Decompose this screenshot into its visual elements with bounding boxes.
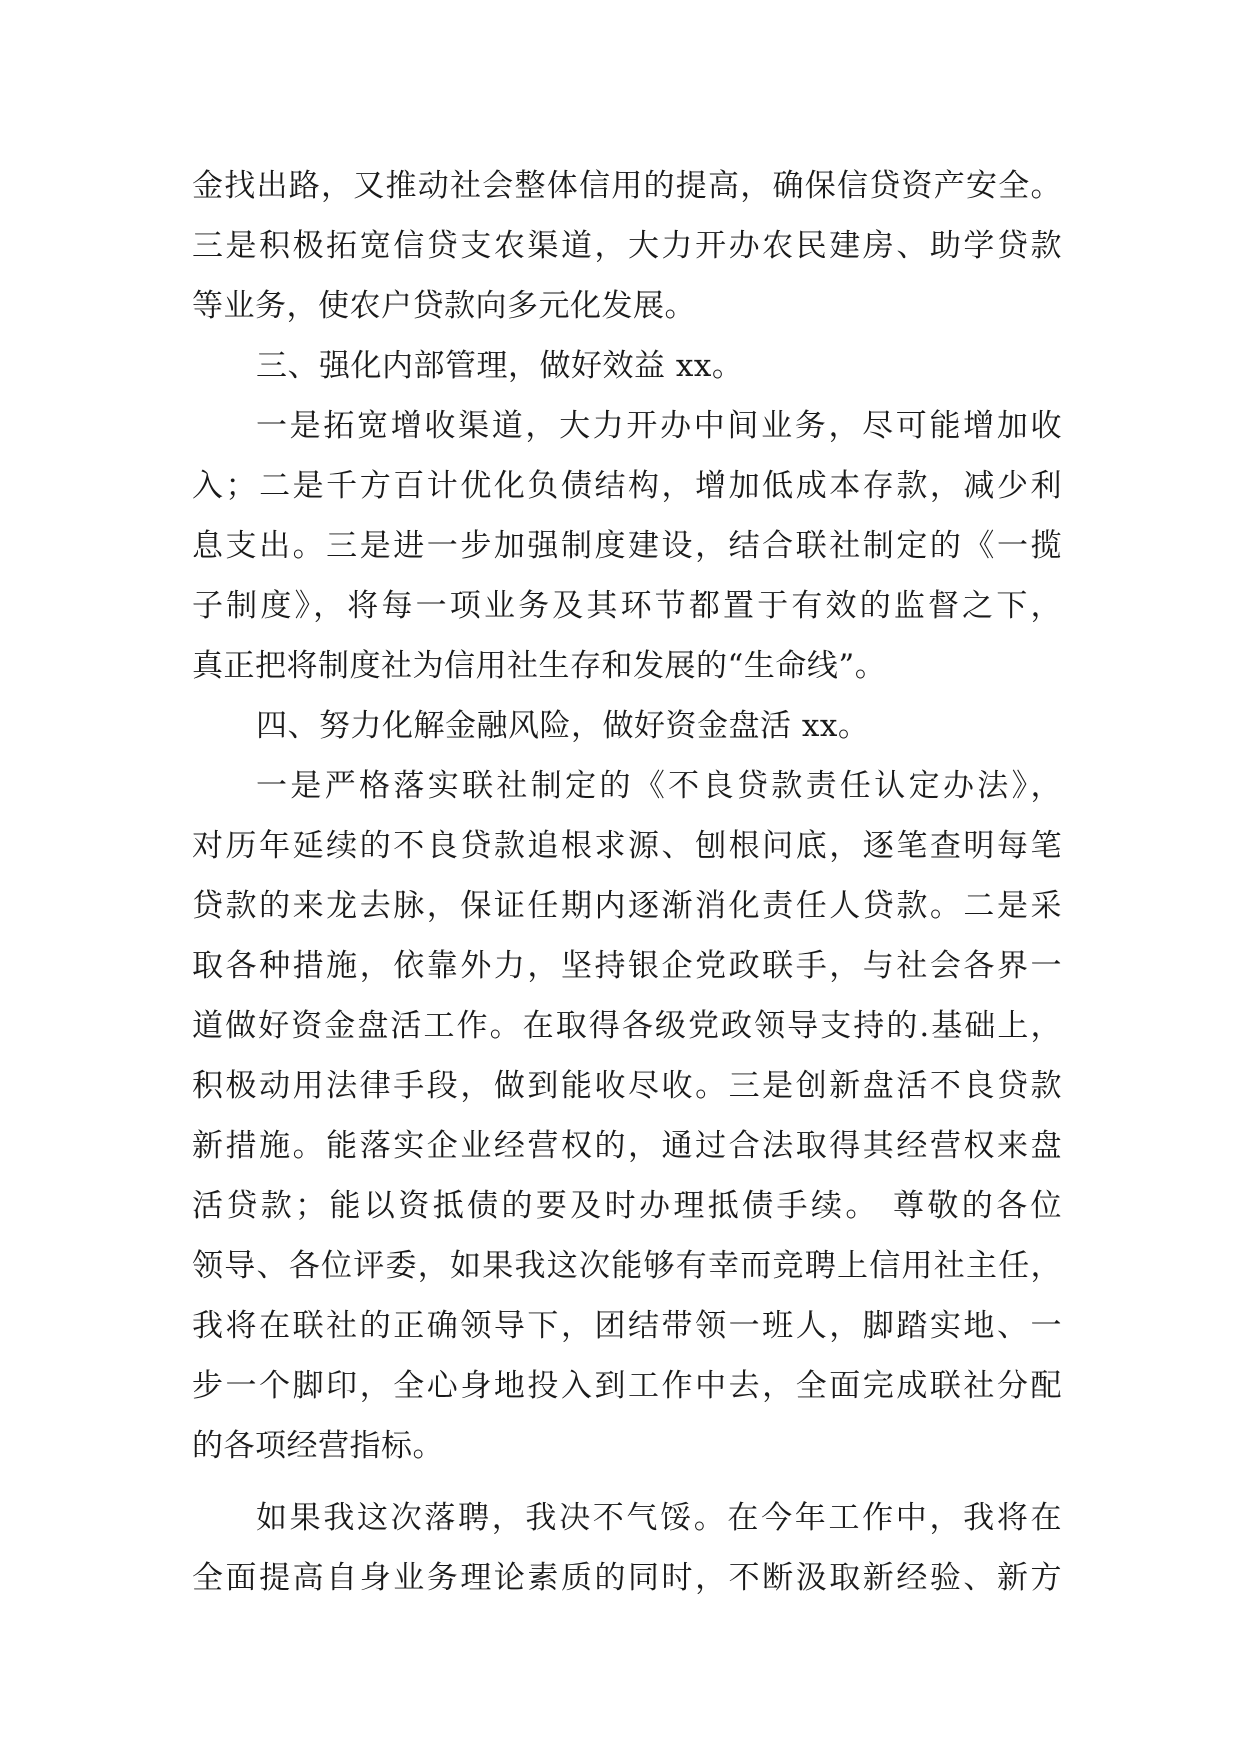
text-line: 贷款的来龙去脉，保证任期内逐渐消化责任人贷款。二是采 <box>192 888 1062 924</box>
text-line: 入；二是千方百计优化负债结构，增加低成本存款，减少利 <box>192 468 1062 504</box>
text-line: 金找出路，又推动社会整体信用的提高，确保信贷资产安全。 <box>192 168 1062 204</box>
text-line: 如果我这次落聘，我决不气馁。在今年工作中，我将在 <box>256 1500 1062 1536</box>
text-line: 积极动用法律手段，做到能收尽收。三是创新盘活不良贷款 <box>192 1068 1062 1104</box>
text-line: 活贷款；能以资抵债的要及时办理抵债手续。 尊敬的各位 <box>192 1188 1062 1224</box>
text-line: 真正把将制度社为信用社生存和发展的“生命线”。 <box>192 648 887 684</box>
text-line: 全面提高自身业务理论素质的同时，不断汲取新经验、新方 <box>192 1560 1062 1596</box>
text-line: 等业务，使农户贷款向多元化发展。 <box>192 288 696 324</box>
document-body <box>192 156 1062 1608</box>
text-line: 子制度》，将每一项业务及其环节都置于有效的监督之下， <box>192 588 1062 624</box>
text-line: 领导、各位评委，如果我这次能够有幸而竞聘上信用社主任， <box>192 1248 1062 1284</box>
text-line: 三、强化内部管理，做好效益 xx。 <box>256 348 744 384</box>
text-line: 步一个脚印，全心身地投入到工作中去，全面完成联社分配 <box>192 1368 1062 1404</box>
text-line: 道做好资金盘活工作。在取得各级党政领导支持的.基础上， <box>192 1008 1062 1044</box>
text-line: 新措施。能落实企业经营权的，通过合法取得其经营权来盘 <box>192 1128 1062 1164</box>
text-line: 四、努力化解金融风险，做好资金盘活 xx。 <box>256 708 870 744</box>
text-line: 三是积极拓宽信贷支农渠道，大力开办农民建房、助学贷款 <box>192 228 1062 264</box>
text-line: 一是严格落实联社制定的《不良贷款责任认定办法》， <box>256 768 1062 804</box>
text-line: 我将在联社的正确领导下，团结带领一班人，脚踏实地、一 <box>192 1308 1062 1344</box>
text-line: 对历年延续的不良贷款追根求源、刨根问底，逐笔查明每笔 <box>192 828 1062 864</box>
text-line: 的各项经营指标。 <box>192 1428 444 1464</box>
text-line: 一是拓宽增收渠道，大力开办中间业务，尽可能增加收 <box>256 408 1062 444</box>
text-line: 息支出。三是进一步加强制度建设，结合联社制定的《一揽 <box>192 528 1062 564</box>
text-line: 取各种措施，依靠外力，坚持银企党政联手，与社会各界一 <box>192 948 1062 984</box>
